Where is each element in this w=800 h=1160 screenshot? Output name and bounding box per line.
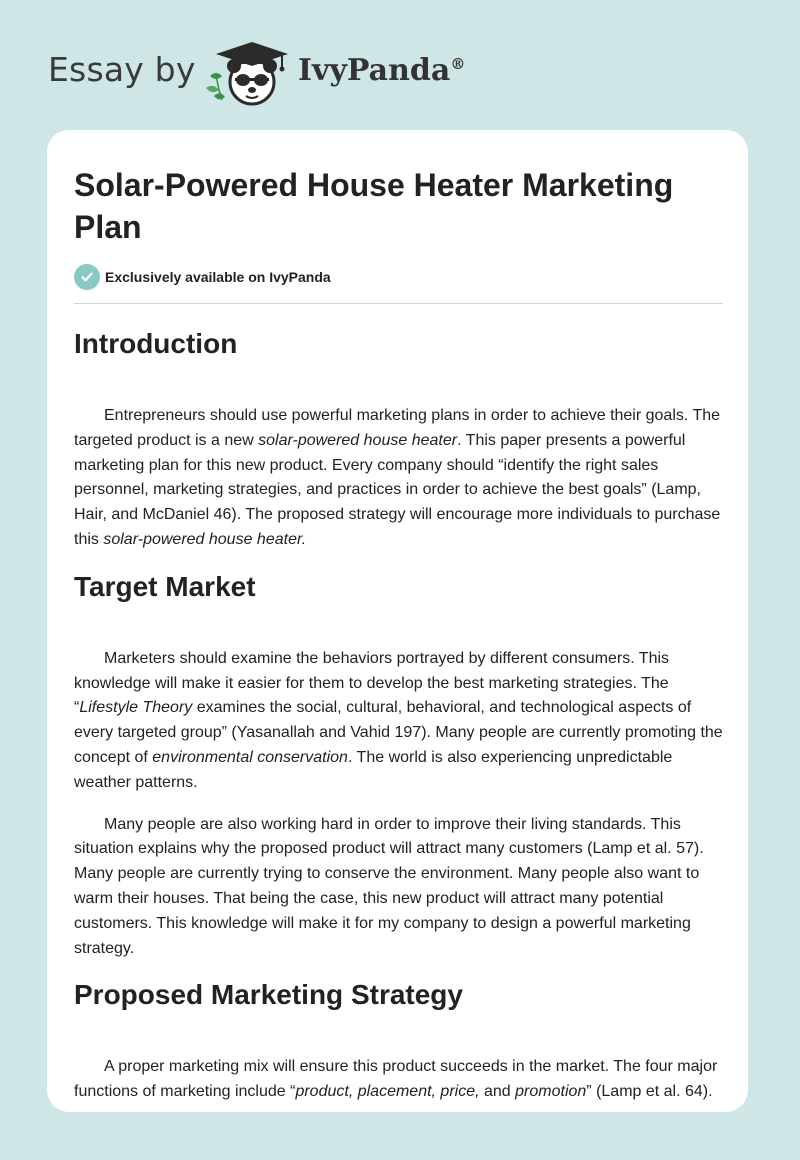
intro-text-2: . This paper presents a powerful marketing plan for this new product. Every company should “identify the right sales personnel, marketing strategies, and practices in order to achieve the best goals” (Lamp, Hair, and McDaniel 46). The proposed strategy will encourage more individuals to purchase this (74, 431, 721, 548)
exclusive-badge (74, 264, 331, 290)
registered-mark: ® (450, 55, 466, 73)
section-heading-introduction: Introduction (74, 328, 238, 359)
target-paragraph-2: Many people are also working hard in order to improve their living standards. This situation explains why the proposed product will attract many customers (Lamp et al. 57). Many people are currently trying to conserve the environment. Many people also want to warm their houses. That being the case, this new product will attract many potential customers. This knowledge will make it for my company to design a powerful marketing strategy. (74, 815, 704, 957)
essay-body (74, 326, 724, 1105)
section-heading-target-market: Target Market (74, 570, 256, 602)
target-text-3: . The world is also experiencing unpredictable weather patterns. (74, 748, 673, 791)
essay-by-label: Essay by (48, 50, 196, 89)
strategy-text-2: and (479, 1083, 516, 1101)
page-title: Solar-Powered House Heater Marketing Plan (74, 167, 674, 245)
intro-paragraph (74, 404, 724, 553)
brand-name[interactable] (298, 53, 465, 88)
target-text-1: Marketers should examine the behaviors portrayed by different consumers. This knowledge will make it easier for them to develop the best marketing strategies. The “ (74, 649, 670, 717)
strategy-text-1: A proper marketing mix will ensure this product succeeds in the market. The four major functions of marketing include “ (74, 1058, 718, 1101)
target-emphasis-1: Lifestyle Theory (79, 699, 193, 717)
intro-emphasis-2: solar-powered house heater. (103, 530, 307, 548)
ivypanda-logo-icon[interactable] (202, 38, 294, 110)
target-text-2: examines the social, cultural, behavioral, and technological aspects of every targeted group” (Yasanallah and Vahid 197). Many people are currently promoting the concept of (74, 699, 723, 766)
checkmark-icon (74, 264, 100, 290)
exclusive-badge-label: Exclusively available on IvyPanda (105, 269, 331, 285)
essay-card (47, 130, 748, 1112)
site-header (0, 0, 800, 130)
section-heading-proposed-strategy: Proposed Marketing Strategy (74, 979, 463, 1011)
target-paragraph-1 (74, 647, 724, 796)
strategy-emphasis-2: promotion (515, 1083, 587, 1101)
strategy-emphasis-1: product, placement, price, (295, 1083, 480, 1101)
target-emphasis-2: environmental conservation (152, 748, 348, 766)
strategy-text-3: ” (Lamp et al. 64). (586, 1083, 713, 1101)
intro-emphasis-1: solar-powered house heater (258, 431, 458, 449)
strategy-paragraph (74, 1055, 724, 1105)
brand-text: IvyPanda (298, 53, 451, 88)
intro-text-1: Entrepreneurs should use powerful marketing plans in order to achieve their goals. The targeted product is a new (74, 407, 721, 449)
title-divider (74, 303, 723, 304)
